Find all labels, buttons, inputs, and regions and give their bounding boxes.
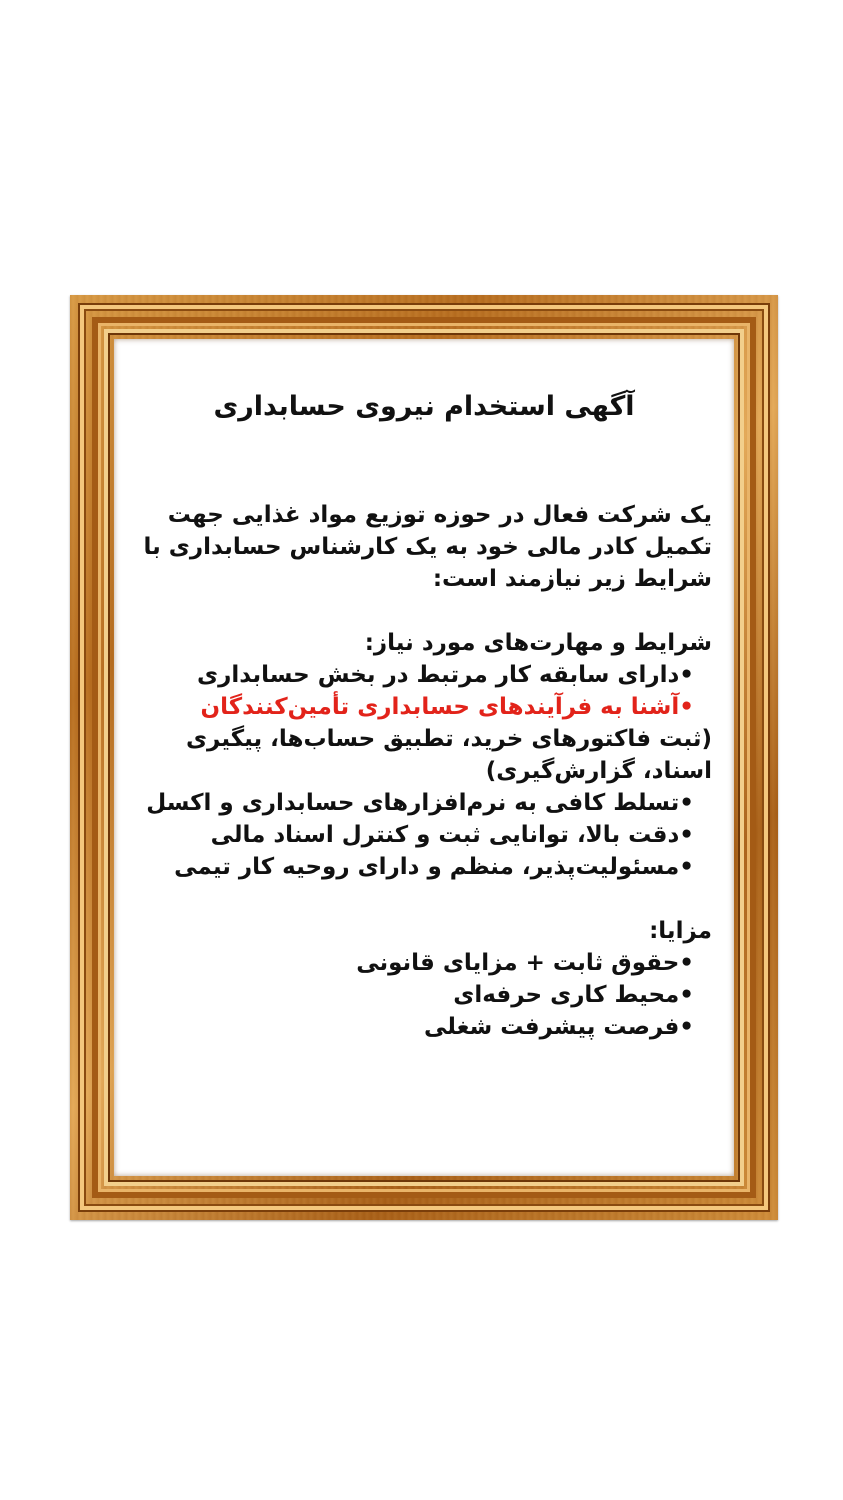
notice-title: آگهی استخدام نیروی حسابداری <box>213 391 635 422</box>
list-item <box>128 659 712 691</box>
requirements-heading: شرایط و مهارت‌های مورد نیاز: <box>364 630 712 656</box>
list-item <box>128 851 712 883</box>
list-item <box>128 787 712 819</box>
benefits-heading: مزایا: <box>649 918 712 944</box>
job-notice <box>114 339 734 1176</box>
requirement-text: •دقت بالا، توانایی ثبت و کنترل اسناد مالی <box>210 822 694 848</box>
notice-canvas <box>114 339 734 1176</box>
list-item <box>128 979 712 1011</box>
list-item <box>128 691 712 787</box>
requirement-text-highlighted: •آشنا به فرآیندهای حسابداری تأمین‌کنندگان <box>200 694 694 720</box>
list-item <box>128 819 712 851</box>
requirement-note: (ثبت فاکتورهای خرید، تطبیق حساب‌ها، پیگیری اسناد، گزارش‌گیری) <box>185 726 712 784</box>
benefit-text: •فرصت پیشرفت شغلی <box>423 1014 694 1040</box>
list-item <box>128 947 712 979</box>
requirement-text: •مسئولیت‌پذیر، منظم و دارای روحیه کار تیمی <box>174 854 694 880</box>
benefit-text: •محیط کاری حرفه‌ای <box>453 982 694 1008</box>
requirement-text: •تسلط کافی به نرم‌افزارهای حسابداری و اکسل <box>146 790 694 816</box>
requirements-list <box>128 659 712 883</box>
requirement-text: •دارای سابقه کار مرتبط در بخش حسابداری <box>197 662 694 688</box>
benefits-list <box>128 947 712 1043</box>
benefit-text: •حقوق ثابت + مزایای قانونی <box>356 950 694 976</box>
notice-intro: یک شرکت فعال در حوزه توزیع مواد غذایی جهت تکمیل کادر مالی خود به یک کارشناس حسابداری با شرایط زیر نیازمند است: <box>143 502 712 592</box>
notice-body <box>128 499 712 1075</box>
picture-frame <box>70 295 778 1220</box>
list-item <box>128 1011 712 1043</box>
